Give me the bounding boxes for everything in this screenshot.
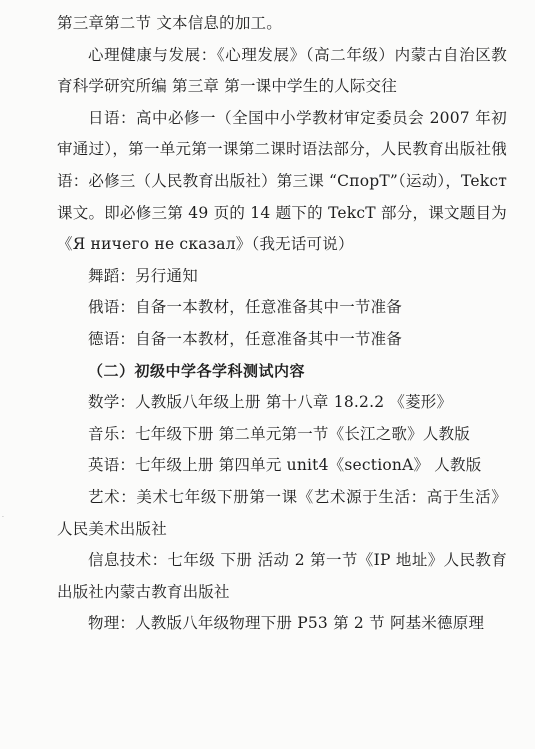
paragraph-info-tech-continuation: 第三章第二节 文本信息的加工。 xyxy=(57,14,282,32)
paragraph-physics: 物理：人教版八年级物理下册 P53 第 2 节 阿基米德原理 xyxy=(88,614,485,633)
scan-margin-mark: · xyxy=(2,514,4,521)
section-heading-junior-high: （二）初级中学各学科测试内容 xyxy=(88,361,306,380)
paragraph-music: 音乐：七年级下册 第二单元第一节《长江之歌》人教版 xyxy=(88,424,470,443)
paragraph-art: 艺术：美术七年级下册第一课《艺术源于生活：高于生活》人民美术出版社 xyxy=(57,487,507,538)
document-body xyxy=(57,8,507,640)
paragraph-japanese-russian: 日语：高中必修一（全国中小学教材审定委员会 2007 年初审通过），第一单元第一课第二课时语法部分，人民教育出版社俄语：必修三（人民教育出版社）第三课 “СпорТ”（运动），Tekcт 课文。即必修三第 49 页的 14 题下的 TekcT 部分，课文题目为《Я ничего не сказал》（我无话可说） xyxy=(57,108,508,254)
paragraph-english: 英语：七年级上册 第四单元 unit4《sectionA》 人教版 xyxy=(88,456,482,475)
paragraph-russian: 俄语：自备一本教材，任意准备其中一节准备 xyxy=(88,298,403,317)
paragraph-german: 德语：自备一本教材，任意准备其中一节准备 xyxy=(88,329,403,348)
paragraph-math: 数学：人教版八年级上册 第十八章 18.2.2 《菱形》 xyxy=(88,393,453,412)
paragraph-dance: 舞蹈：另行通知 xyxy=(88,266,198,285)
paragraph-info-tech: 信息技术：七年级 下册 活动 2 第一节《IP 地址》人民教育出版社内蒙古教育出版社 xyxy=(57,551,507,601)
paragraph-mental-health: 心理健康与发展：《心理发展》（高二年级）内蒙古自治区教育科学研究所编 第三章 第一课中学生的人际交往 xyxy=(57,45,507,96)
